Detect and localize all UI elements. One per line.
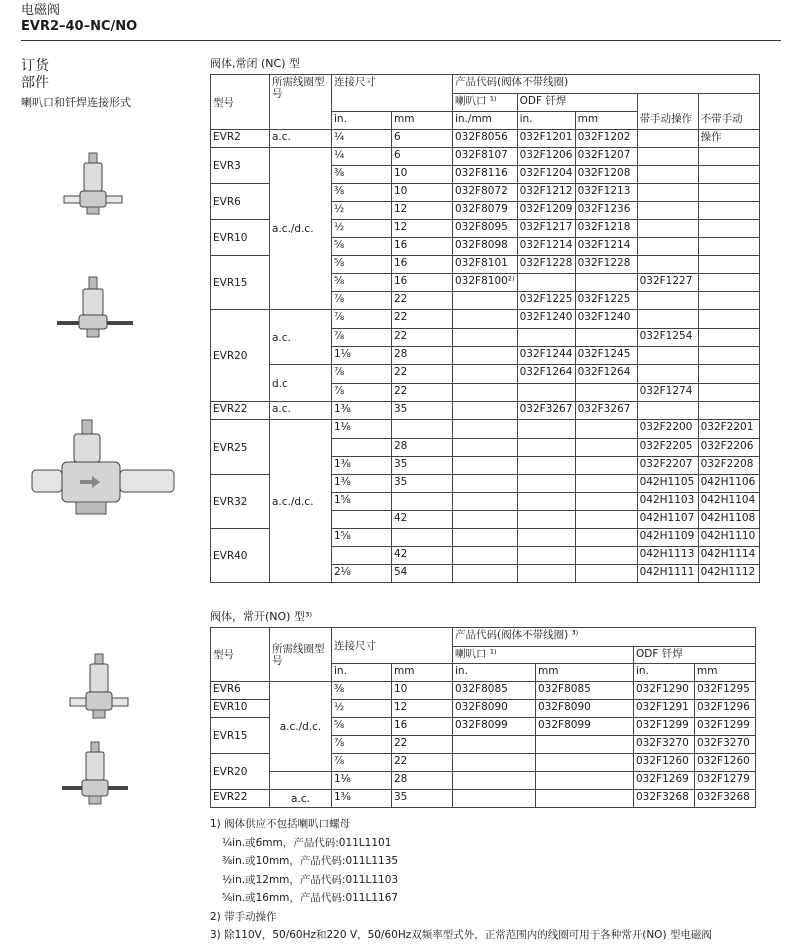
footnote-1b: ⅜in.或10mm，产品代码:011L1135 bbox=[222, 855, 399, 867]
table-row: 28 032F2205 032F2206 bbox=[211, 439, 760, 457]
no-head-conn: 连接尺寸 bbox=[332, 628, 453, 664]
table-row: EVR3 a.c./d.c. ¼ 6 032F8107 032F1206 032F1207 bbox=[211, 148, 760, 166]
footnote-1: 1) 阀体供应不包括喇叭口螺母 bbox=[210, 818, 351, 830]
valve-image-small-2 bbox=[55, 275, 135, 341]
footnote-2: 2) 带手动操作 bbox=[210, 910, 277, 923]
table-row: EVR10 ½ 12 032F8095 032F1217 032F1218 bbox=[211, 220, 760, 238]
section-heading bbox=[21, 58, 131, 110]
footnote-1a: ¼in.或6mm，产品代码:011L1101 bbox=[222, 836, 392, 849]
page-header bbox=[21, 3, 781, 41]
valve-image-small-3 bbox=[68, 652, 130, 724]
valve-image-small-1 bbox=[62, 150, 124, 220]
table-row: EVR15 ⅝ 16 032F8099 032F8099 032F1299 032F1299 bbox=[211, 718, 756, 736]
table-row: EVR20 a.c. ⅞ 22 032F1240 032F1240 bbox=[211, 310, 760, 329]
nc-head-odf: ODF 钎焊 bbox=[517, 94, 637, 112]
nc-head-type: 型号 bbox=[211, 75, 270, 130]
no-head-flare-in: in. bbox=[453, 664, 536, 682]
nc-head-inmm: in./mm bbox=[453, 112, 518, 130]
table-row: EVR25 a.c./d.c. 1⅛ 032F2200 032F2201 bbox=[211, 420, 760, 439]
footnote-1c: ½in.或12mm，产品代码:011L1103 bbox=[222, 873, 399, 886]
no-head-odf-in: in. bbox=[634, 664, 695, 682]
table-row: EVR15 ⅝ 16 032F8101 032F1228 032F1228 bbox=[211, 256, 760, 274]
table-row: 42 042H1113 042H1114 bbox=[211, 547, 760, 565]
table-row: EVR40 1⅝ 042H1109 042H1110 bbox=[211, 529, 760, 547]
header-model: EVR2–40–NC/NO bbox=[21, 19, 138, 34]
table-row: EVR20 ⅞ 22 032F1260 032F1260 bbox=[211, 754, 756, 772]
no-head-mm: mm bbox=[392, 664, 453, 682]
table-row: d.c ⅞ 22 032F1264 032F1264 bbox=[211, 365, 760, 384]
nc-head-flare: 喇叭口 ¹⁾ bbox=[453, 94, 518, 112]
nc-head-in: in. bbox=[332, 112, 392, 130]
no-table bbox=[210, 627, 756, 808]
nc-head-code: 产品代码(阀体不带线圈) bbox=[453, 75, 760, 94]
table-row: ⅞ 22 032F1254 bbox=[211, 329, 760, 347]
no-head-flare-mm: mm bbox=[536, 664, 634, 682]
table-row: 1⅝ 042H1103 042H1104 bbox=[211, 493, 760, 511]
table-row: ⅝ 16 032F8098 032F1214 032F1214 bbox=[211, 238, 760, 256]
table-row: ½ 12 032F8079 032F1209 032F1236 bbox=[211, 202, 760, 220]
nc-head-coil: 所需线圈型号 bbox=[270, 75, 332, 130]
nc-head-manual-without: 不带手动 bbox=[698, 112, 759, 130]
table-row: ⅜ 10 032F8116 032F1204 032F1208 bbox=[211, 166, 760, 184]
valve-image-small-4 bbox=[60, 740, 130, 808]
table-row: 2⅛ 54 042H1111 042H1112 bbox=[211, 565, 760, 583]
nc-head-manual-with: 带手动操作 bbox=[637, 112, 698, 130]
no-head-type: 型号 bbox=[211, 628, 270, 682]
nc-head-odf-in: in. bbox=[517, 112, 575, 130]
no-head-coil: 所需线圈型号 bbox=[270, 628, 332, 682]
no-head-in: in. bbox=[332, 664, 392, 682]
no-head-odf-mm: mm bbox=[695, 664, 756, 682]
table-row: 1⅛ 28 032F1269 032F1279 bbox=[211, 772, 756, 790]
no-head-code: 产品代码(阀体不带线圈) ³⁾ bbox=[453, 628, 756, 647]
valve-image-large bbox=[28, 418, 178, 522]
table-row: ⅞ 22 032F1274 bbox=[211, 384, 760, 402]
nc-head-odf-mm: mm bbox=[575, 112, 637, 130]
section-subtitle: 喇叭口和钎焊连接形式 bbox=[21, 96, 131, 109]
no-head-odf: ODF 钎焊 bbox=[634, 647, 756, 664]
table-row: ⅝ 16 032F8100²⁾ 032F1227 bbox=[211, 274, 760, 292]
section-title-order: 订货 bbox=[21, 58, 49, 74]
table-row: EVR2 a.c. ¼ 6 032F8056 032F1201 032F1202 操作 bbox=[211, 130, 760, 148]
table-row: 1⅜ 35 032F2207 032F2208 bbox=[211, 457, 760, 475]
section-title-parts: 部件 bbox=[21, 75, 49, 91]
table-row: EVR6 a.c./d.c. ⅜ 10 032F8085 032F8085 032F1290 032F1295 bbox=[211, 682, 756, 700]
footnote-1d: ⅝in.或16mm，产品代码:011L1167 bbox=[222, 892, 399, 904]
header-title: 电磁阀 bbox=[21, 3, 61, 18]
table-row: EVR22 a.c. 1⅜ 35 032F3268 032F3268 bbox=[211, 790, 756, 808]
nc-head-conn: 连接尺寸 bbox=[332, 75, 453, 112]
footnotes bbox=[210, 815, 712, 945]
table-row: EVR32 1⅜ 35 042H1105 042H1106 bbox=[211, 475, 760, 493]
no-head-flare: 喇叭口 ¹⁾ bbox=[453, 647, 634, 664]
table-row: ⅞ 22 032F1225 032F1225 bbox=[211, 292, 760, 310]
nc-table bbox=[210, 74, 760, 583]
table-row: 42 042H1107 042H1108 bbox=[211, 511, 760, 529]
table-row: EVR6 ⅜ 10 032F8072 032F1212 032F1213 bbox=[211, 184, 760, 202]
table-row: ⅞ 22 032F3270 032F3270 bbox=[211, 736, 756, 754]
nc-table-caption: 阀体,常闭 (NC) 型 bbox=[210, 57, 300, 70]
table-row: EVR10 ½ 12 032F8090 032F8090 032F1291 032F1296 bbox=[211, 700, 756, 718]
nc-head-mm: mm bbox=[392, 112, 453, 130]
footnote-3: 3) 除110V，50/60Hz和220 V，50/60Hz双频率型式外，正常范围内的线圈可用于各种常开(NO) 型电磁阀 bbox=[210, 929, 712, 941]
table-row: EVR22 a.c. 1⅜ 35 032F3267 032F3267 bbox=[211, 402, 760, 420]
table-row: 1⅛ 28 032F1244 032F1245 bbox=[211, 347, 760, 365]
no-table-caption: 阀体，常开(NO) 型³⁾ bbox=[210, 610, 313, 623]
